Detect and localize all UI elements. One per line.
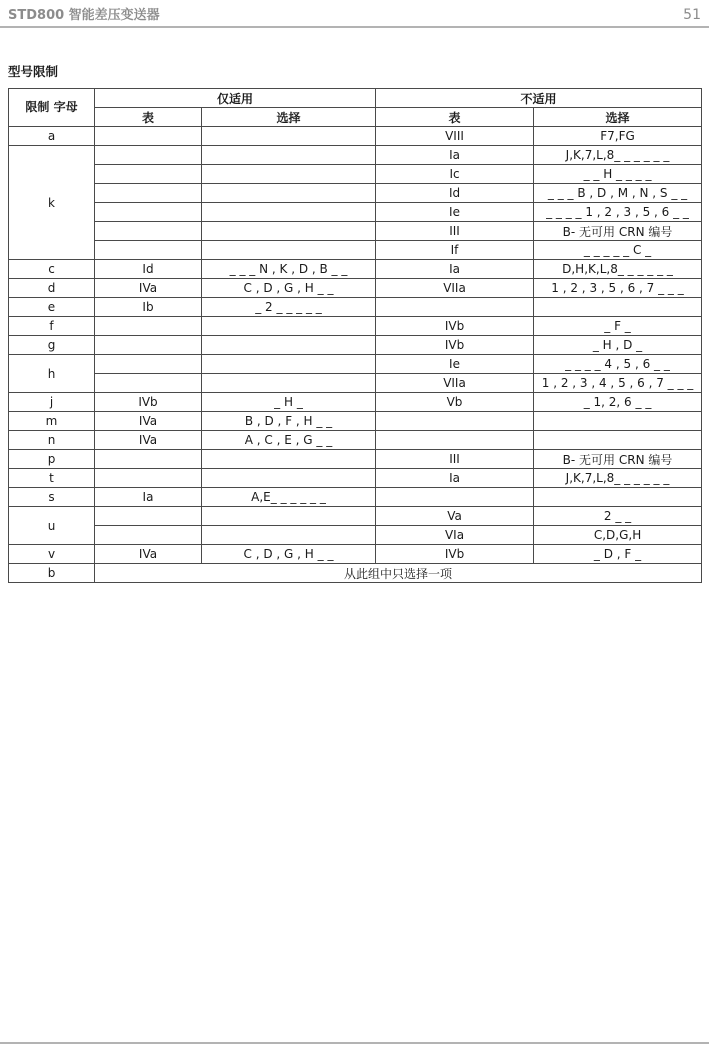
- not-select-cell: F7,FG: [534, 127, 702, 146]
- table-row-j: [9, 393, 702, 412]
- only-select-cell: [202, 317, 376, 336]
- not-table-cell: Ic: [376, 165, 534, 184]
- only-table-cell: Ia: [95, 488, 202, 507]
- only-table-cell: [95, 222, 202, 241]
- not-table-cell: Ia: [376, 469, 534, 488]
- only-select-cell: B , D , F , H _ _: [202, 412, 376, 431]
- table-row-k: [9, 165, 702, 184]
- not-select-cell: [534, 412, 702, 431]
- only-select-cell: A , C , E , G _ _: [202, 431, 376, 450]
- table-row-b: [9, 564, 702, 583]
- not-select-cell: [534, 431, 702, 450]
- not-applicable-header: 不适用: [376, 89, 702, 108]
- restriction-letter-cell: v: [9, 545, 95, 564]
- restriction-letter-cell: c: [9, 260, 95, 279]
- only-table-cell: IVb: [95, 393, 202, 412]
- footer-rule: [0, 1042, 709, 1044]
- page-number: 51: [683, 7, 701, 23]
- only-select-cell: [202, 222, 376, 241]
- restriction-letter-cell: f: [9, 317, 95, 336]
- not-table-cell: [376, 412, 534, 431]
- only-select-cell: [202, 450, 376, 469]
- restriction-letter-cell: k: [9, 146, 95, 260]
- not-select-cell: _ H , D _: [534, 336, 702, 355]
- only-table-header: 表: [95, 108, 202, 127]
- table-row-h: [9, 355, 702, 374]
- not-select-cell: C,D,G,H: [534, 526, 702, 545]
- document-title: STD800 智能差压变送器: [8, 8, 160, 23]
- not-select-cell: 1 , 2 , 3 , 4 , 5 , 6 , 7 _ _ _: [534, 374, 702, 393]
- only-select-cell: [202, 241, 376, 260]
- only-select-cell: [202, 165, 376, 184]
- not-table-cell: Ia: [376, 146, 534, 165]
- header-row-1: [9, 89, 702, 108]
- only-select-cell: C , D , G , H _ _: [202, 279, 376, 298]
- table-row-u: [9, 507, 702, 526]
- table-row-t: [9, 469, 702, 488]
- table-row-s: [9, 488, 702, 507]
- not-table-cell: IVb: [376, 545, 534, 564]
- not-select-cell: B- 无可用 CRN 编号: [534, 450, 702, 469]
- only-select-cell: [202, 355, 376, 374]
- restriction-letter-cell: p: [9, 450, 95, 469]
- header-row-2: [9, 108, 702, 127]
- not-table-cell: Ie: [376, 355, 534, 374]
- page-header: [0, 0, 709, 28]
- table-row-c: [9, 260, 702, 279]
- not-table-cell: IVb: [376, 336, 534, 355]
- only-table-cell: [95, 374, 202, 393]
- not-select-cell: _ F _: [534, 317, 702, 336]
- not-table-cell: III: [376, 450, 534, 469]
- not-table-header: 表: [376, 108, 534, 127]
- only-select-header: 选择: [202, 108, 376, 127]
- not-select-cell: _ D , F _: [534, 545, 702, 564]
- not-select-cell: _ _ _ _ 1 , 2 , 3 , 5 , 6 _ _: [534, 203, 702, 222]
- restriction-letter-cell: h: [9, 355, 95, 393]
- only-table-cell: [95, 469, 202, 488]
- only-table-cell: [95, 336, 202, 355]
- table-row-k: [9, 241, 702, 260]
- only-select-cell: [202, 203, 376, 222]
- only-table-cell: [95, 165, 202, 184]
- not-table-cell: Ia: [376, 260, 534, 279]
- table-row-n: [9, 431, 702, 450]
- table-row-p: [9, 450, 702, 469]
- section-title: 型号限制: [8, 64, 59, 79]
- only-table-cell: Ib: [95, 298, 202, 317]
- restriction-letter-cell: b: [9, 564, 95, 583]
- only-select-cell: [202, 469, 376, 488]
- table-row-k: [9, 222, 702, 241]
- table-row-u: [9, 526, 702, 545]
- restriction-letter-cell: m: [9, 412, 95, 431]
- only-table-cell: [95, 184, 202, 203]
- not-select-cell: 1 , 2 , 3 , 5 , 6 , 7 _ _ _: [534, 279, 702, 298]
- table-row-v: [9, 545, 702, 564]
- only-applicable-header: 仅适用: [95, 89, 376, 108]
- restriction-letter-header: 限制 字母: [9, 89, 95, 127]
- only-table-cell: [95, 127, 202, 146]
- only-table-cell: IVa: [95, 279, 202, 298]
- only-select-cell: C , D , G , H _ _: [202, 545, 376, 564]
- not-select-cell: J,K,7,L,8_ _ _ _ _ _: [534, 146, 702, 165]
- not-table-cell: VIa: [376, 526, 534, 545]
- not-select-cell: _ _ _ _ _ C _: [534, 241, 702, 260]
- not-select-cell: 2 _ _: [534, 507, 702, 526]
- not-table-cell: VIIa: [376, 374, 534, 393]
- not-select-cell: _ 1, 2, 6 _ _: [534, 393, 702, 412]
- not-select-cell: J,K,7,L,8_ _ _ _ _ _: [534, 469, 702, 488]
- only-table-cell: [95, 507, 202, 526]
- only-table-cell: IVa: [95, 412, 202, 431]
- not-select-cell: D,H,K,L,8_ _ _ _ _ _: [534, 260, 702, 279]
- only-table-cell: [95, 146, 202, 165]
- only-table-cell: [95, 355, 202, 374]
- not-table-cell: [376, 488, 534, 507]
- not-select-cell: _ _ H _ _ _ _: [534, 165, 702, 184]
- not-table-cell: Id: [376, 184, 534, 203]
- only-select-cell: _ H _: [202, 393, 376, 412]
- restriction-letter-cell: j: [9, 393, 95, 412]
- table-row-k: [9, 203, 702, 222]
- only-table-cell: [95, 241, 202, 260]
- only-select-cell: A,E_ _ _ _ _ _: [202, 488, 376, 507]
- table-row-k: [9, 146, 702, 165]
- table-row-k: [9, 184, 702, 203]
- only-table-cell: IVa: [95, 431, 202, 450]
- restriction-letter-cell: e: [9, 298, 95, 317]
- full-span-cell: 从此组中只选择一项: [95, 564, 702, 583]
- restriction-letter-cell: n: [9, 431, 95, 450]
- restriction-letter-cell: t: [9, 469, 95, 488]
- table-row-e: [9, 298, 702, 317]
- only-table-cell: Id: [95, 260, 202, 279]
- restriction-letter-cell: g: [9, 336, 95, 355]
- only-table-cell: [95, 203, 202, 222]
- restriction-letter-cell: s: [9, 488, 95, 507]
- not-select-cell: _ _ _ _ 4 , 5 , 6 _ _: [534, 355, 702, 374]
- not-table-cell: Va: [376, 507, 534, 526]
- not-table-cell: [376, 431, 534, 450]
- table-row-m: [9, 412, 702, 431]
- not-select-cell: B- 无可用 CRN 编号: [534, 222, 702, 241]
- not-table-cell: Ie: [376, 203, 534, 222]
- table-row-g: [9, 336, 702, 355]
- only-select-cell: _ 2 _ _ _ _ _: [202, 298, 376, 317]
- only-select-cell: [202, 374, 376, 393]
- only-select-cell: [202, 184, 376, 203]
- only-select-cell: [202, 146, 376, 165]
- only-table-cell: [95, 526, 202, 545]
- not-table-cell: VIIa: [376, 279, 534, 298]
- only-table-cell: [95, 450, 202, 469]
- restriction-letter-cell: a: [9, 127, 95, 146]
- restriction-letter-cell: u: [9, 507, 95, 545]
- not-table-cell: Vb: [376, 393, 534, 412]
- table-head: [9, 89, 702, 127]
- table-row-a: [9, 127, 702, 146]
- table-row-f: [9, 317, 702, 336]
- model-restriction-table: [8, 88, 702, 583]
- only-table-cell: [95, 317, 202, 336]
- not-table-cell: [376, 298, 534, 317]
- not-select-cell: _ _ _ B , D , M , N , S _ _: [534, 184, 702, 203]
- not-select-cell: [534, 488, 702, 507]
- only-select-cell: [202, 127, 376, 146]
- not-table-cell: VIII: [376, 127, 534, 146]
- only-select-cell: [202, 526, 376, 545]
- not-table-cell: IVb: [376, 317, 534, 336]
- table-row-d: [9, 279, 702, 298]
- only-select-cell: [202, 507, 376, 526]
- only-select-cell: _ _ _ N , K , D , B _ _: [202, 260, 376, 279]
- not-table-cell: III: [376, 222, 534, 241]
- only-table-cell: IVa: [95, 545, 202, 564]
- model-restriction-table-body: [9, 127, 702, 583]
- not-select-cell: [534, 298, 702, 317]
- table-row-h: [9, 374, 702, 393]
- only-select-cell: [202, 336, 376, 355]
- not-table-cell: If: [376, 241, 534, 260]
- restriction-letter-cell: d: [9, 279, 95, 298]
- not-select-header: 选择: [534, 108, 702, 127]
